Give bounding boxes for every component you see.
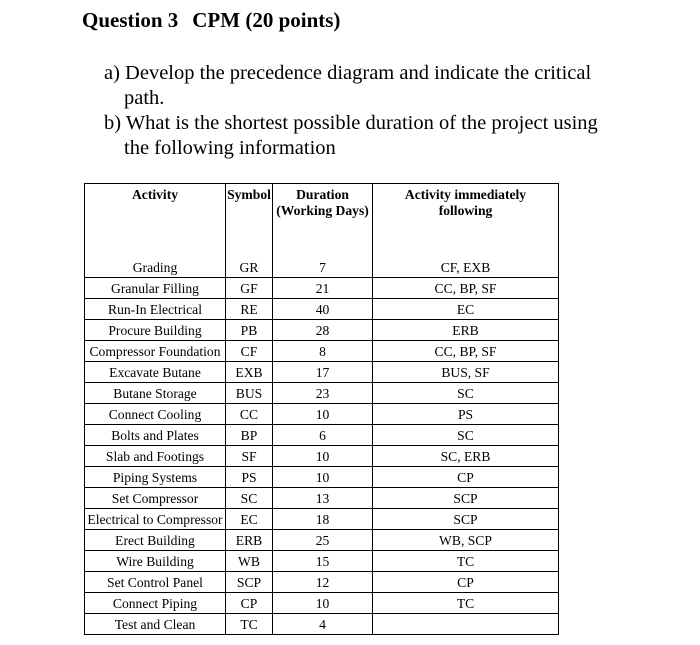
table-row [85,467,559,488]
activity-table [84,183,559,635]
cell-symbol: SF [226,446,273,467]
cell-duration: 17 [273,362,373,383]
cell-duration: 40 [273,299,373,320]
cell-activity: Set Control Panel [85,572,226,593]
table-row [85,593,559,614]
cell-symbol: EXB [226,362,273,383]
table-row [85,551,559,572]
cell-activity: Slab and Footings [85,446,226,467]
cell-activity: Electrical to Compressor [85,509,226,530]
cell-activity: Test and Clean [85,614,226,635]
cell-duration: 23 [273,383,373,404]
cell-symbol: ERB [226,530,273,551]
cell-duration: 28 [273,320,373,341]
table-row [85,320,559,341]
cell-activity: Bolts and Plates [85,425,226,446]
cell-symbol: WB [226,551,273,572]
cell-duration: 10 [273,446,373,467]
question-part-b [104,111,598,161]
table-row [85,572,559,593]
cell-symbol: RE [226,299,273,320]
cell-symbol: TC [226,614,273,635]
table-row [85,278,559,299]
cell-duration: 25 [273,530,373,551]
cell-following: BUS, SF [373,362,559,383]
table-row [85,425,559,446]
cell-duration: 10 [273,593,373,614]
table-row [85,404,559,425]
cell-symbol: CF [226,341,273,362]
table-row [85,383,559,404]
part-a-line2: path. [124,87,165,109]
cell-duration: 10 [273,404,373,425]
table-row [85,530,559,551]
cell-activity: Run-In Electrical [85,299,226,320]
question-title: CPM (20 points) [192,8,341,32]
question-part-a [104,61,591,111]
cell-activity: Erect Building [85,530,226,551]
cell-following [373,614,559,635]
table-header-row [85,184,559,258]
table-row [85,614,559,635]
header-duration-line1: Duration [296,187,349,202]
part-b-line1: b) What is the shortest possible duration of the project using [104,112,598,134]
header-duration [273,184,373,258]
header-following [373,184,559,258]
question-number: Question 3 [82,8,179,32]
cell-following: SC, ERB [373,446,559,467]
table-row [85,446,559,467]
table-row [85,362,559,383]
question-heading [82,8,340,33]
cell-following: CC, BP, SF [373,278,559,299]
cell-symbol: EC [226,509,273,530]
cell-duration: 12 [273,572,373,593]
cell-following: TC [373,551,559,572]
part-b-line2: the following information [124,137,336,159]
header-following-line2: following [438,203,493,218]
cell-following: SC [373,425,559,446]
cell-following: WB, SCP [373,530,559,551]
cell-symbol: GF [226,278,273,299]
cell-following: CP [373,572,559,593]
cell-following: CF, EXB [373,257,559,278]
cell-activity: Compressor Foundation [85,341,226,362]
cell-duration: 4 [273,614,373,635]
table-row [85,257,559,278]
cell-duration: 7 [273,257,373,278]
cell-activity: Connect Piping [85,593,226,614]
cell-symbol: CP [226,593,273,614]
cell-symbol: SC [226,488,273,509]
cell-symbol: BP [226,425,273,446]
cell-symbol: GR [226,257,273,278]
cell-duration: 13 [273,488,373,509]
cell-activity: Set Compressor [85,488,226,509]
cell-activity: Grading [85,257,226,278]
header-activity: Activity [85,184,226,258]
cell-activity: Granular Filling [85,278,226,299]
cell-following: SCP [373,488,559,509]
cell-following: TC [373,593,559,614]
cell-activity: Butane Storage [85,383,226,404]
cell-following: ERB [373,320,559,341]
cell-symbol: BUS [226,383,273,404]
header-duration-line2: (Working Days) [276,203,369,218]
cell-duration: 21 [273,278,373,299]
table-row [85,509,559,530]
cell-symbol: PS [226,467,273,488]
cell-activity: Piping Systems [85,467,226,488]
cell-activity: Procure Building [85,320,226,341]
header-symbol: Symbol [226,184,273,258]
cell-symbol: CC [226,404,273,425]
cell-duration: 18 [273,509,373,530]
cell-following: SC [373,383,559,404]
cell-duration: 10 [273,467,373,488]
cell-symbol: PB [226,320,273,341]
cell-activity: Excavate Butane [85,362,226,383]
cell-symbol: SCP [226,572,273,593]
part-a-line1: a) Develop the precedence diagram and indicate the critical [104,62,592,84]
header-following-line1: Activity immediately [404,187,527,202]
cell-following: CP [373,467,559,488]
cell-activity: Connect Cooling [85,404,226,425]
cell-following: PS [373,404,559,425]
cell-activity: Wire Building [85,551,226,572]
cell-duration: 15 [273,551,373,572]
cell-duration: 8 [273,341,373,362]
table-row [85,488,559,509]
table-row [85,341,559,362]
table-row [85,299,559,320]
cell-following: EC [373,299,559,320]
cell-following: CC, BP, SF [373,341,559,362]
cell-duration: 6 [273,425,373,446]
cell-following: SCP [373,509,559,530]
